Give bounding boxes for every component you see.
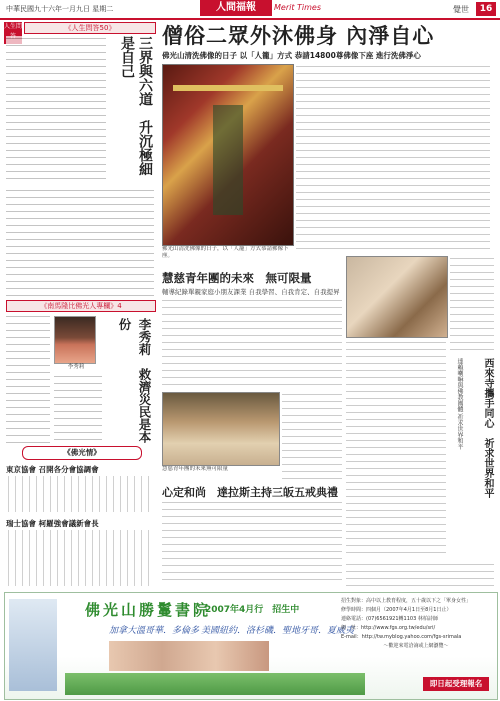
group-photo-caption: 慧慈青年團的未來無可限量: [162, 466, 229, 472]
main-story-body: [296, 64, 490, 254]
ad-info-line: 招生對象：高中以上教育程度，五十歲以下之「單身女性」: [341, 598, 472, 604]
ad-info-foot: ～歡迎來電洽詢或上網瀏覽～: [383, 643, 449, 649]
ad-title: 佛光山勝鬘書院: [85, 601, 212, 619]
main-photo-caption: 佛光山清洗佛像的日子，以「人籠」方式恭請佛像下座。: [162, 246, 289, 259]
ad-register-button[interactable]: 即日起受理報名: [423, 677, 489, 691]
column2-headline: 李秀莉 救濟災民是本份: [117, 318, 152, 443]
column1-number: 50: [99, 24, 109, 32]
bottom-story-body: [162, 500, 342, 586]
photo-detail-beam: [173, 85, 283, 91]
side-story-1-body: [162, 298, 342, 388]
ad-locations-1: 加拿大溫哥華．多倫多: [109, 626, 200, 636]
ad-info-line: 網 址：http://www.fgs.org.tw/edu/sri/: [341, 625, 436, 631]
side-headline-1: 慧慈青年團的未來 無可限量: [162, 271, 312, 285]
side-story-2-body-top: [450, 256, 494, 356]
page-number: 16: [476, 2, 496, 16]
ad-locations-2: 美國紐約．洛杉磯．聖地牙哥．夏威夷: [201, 626, 355, 636]
group-photo: [162, 392, 280, 466]
corner-tag-label: 人生問: [4, 23, 23, 30]
column2-title: 南馬隆比佛光人專欄: [47, 302, 111, 310]
newspaper-logo: 人間福報: [200, 0, 272, 16]
column1-body: [6, 36, 106, 184]
newspaper-logo-en: Merit Times: [274, 3, 322, 12]
column2-body: [6, 314, 50, 444]
ad-students-photo: [109, 641, 269, 671]
ad-info-line: 連絡電話：(07)6561921轉1103 林柏詩師: [341, 616, 438, 622]
column1-header: 《人生問答50》: [24, 22, 156, 34]
dalai-lama-photo: [346, 256, 448, 338]
column1-title: 人生問答: [71, 24, 100, 32]
side-story-2-body: [346, 340, 446, 558]
news2-title: 瑞士協會 柯羅強會議新會長: [6, 519, 99, 528]
issue-date: 中華民國九十六年一月九日 星期二: [6, 5, 114, 13]
main-headline: 僧俗二眾外沐佛身 內淨自心: [162, 23, 435, 48]
section-name: 覺世: [453, 5, 469, 14]
column1-body-continued: [6, 188, 154, 296]
ad-buddha-image: [9, 599, 57, 691]
news1-body: [6, 476, 154, 512]
column2-body-continued: [54, 374, 102, 444]
main-subheadline: 佛光山清洗佛像的日子 以「人籠」方式 恭請14800尊佛像下座 進行洗佛淨心: [162, 51, 421, 60]
ad-landscape: [65, 673, 365, 695]
bottom-headline: 心定和尚 達拉斯主持三皈五戒典禮: [162, 486, 338, 499]
news2-body: [6, 530, 154, 586]
photo-detail-scaffold: [213, 105, 243, 215]
main-photo-temple: [162, 64, 294, 246]
news-section-title: 《佛光情》: [22, 446, 142, 460]
advertisement: [4, 592, 498, 700]
column1-headline: 三界與六道 升沉極細是自己: [119, 36, 153, 176]
ad-subtitle: 2007年4月行 招生中: [205, 605, 300, 615]
news1-title: 東京協會 召開各分會協調會: [6, 465, 99, 474]
ad-info-line: E-mail：http://tw.myblog.yahoo.com/fgs-srimala: [341, 634, 462, 640]
column2-number: 4: [117, 302, 122, 310]
side-sub-1: 輔導紀錄單親家庭小朋友課業 自我學習、自我肯定、自我提昇: [162, 288, 340, 296]
side-story-1-body-continued: [282, 392, 342, 480]
page-header: [0, 0, 500, 20]
column2-header: 《南馬隆比佛光人專欄》4: [6, 300, 156, 312]
side-sub-2: 達賴喇嘛與佛教團體 祈求世界和平: [456, 358, 463, 450]
ad-info-block: [341, 597, 491, 663]
news-section-label: 佛光情: [70, 448, 94, 457]
author-caption: 李秀莉: [67, 364, 85, 370]
author-photo: [54, 316, 96, 364]
side-story-2-body-bottom: [346, 562, 494, 586]
ad-info-line: 修學時間：四個月（2007年4月1日至8月1日止）: [341, 607, 452, 613]
side-headline-2: 西來寺攜手同心 祈求世界和平: [482, 358, 493, 498]
